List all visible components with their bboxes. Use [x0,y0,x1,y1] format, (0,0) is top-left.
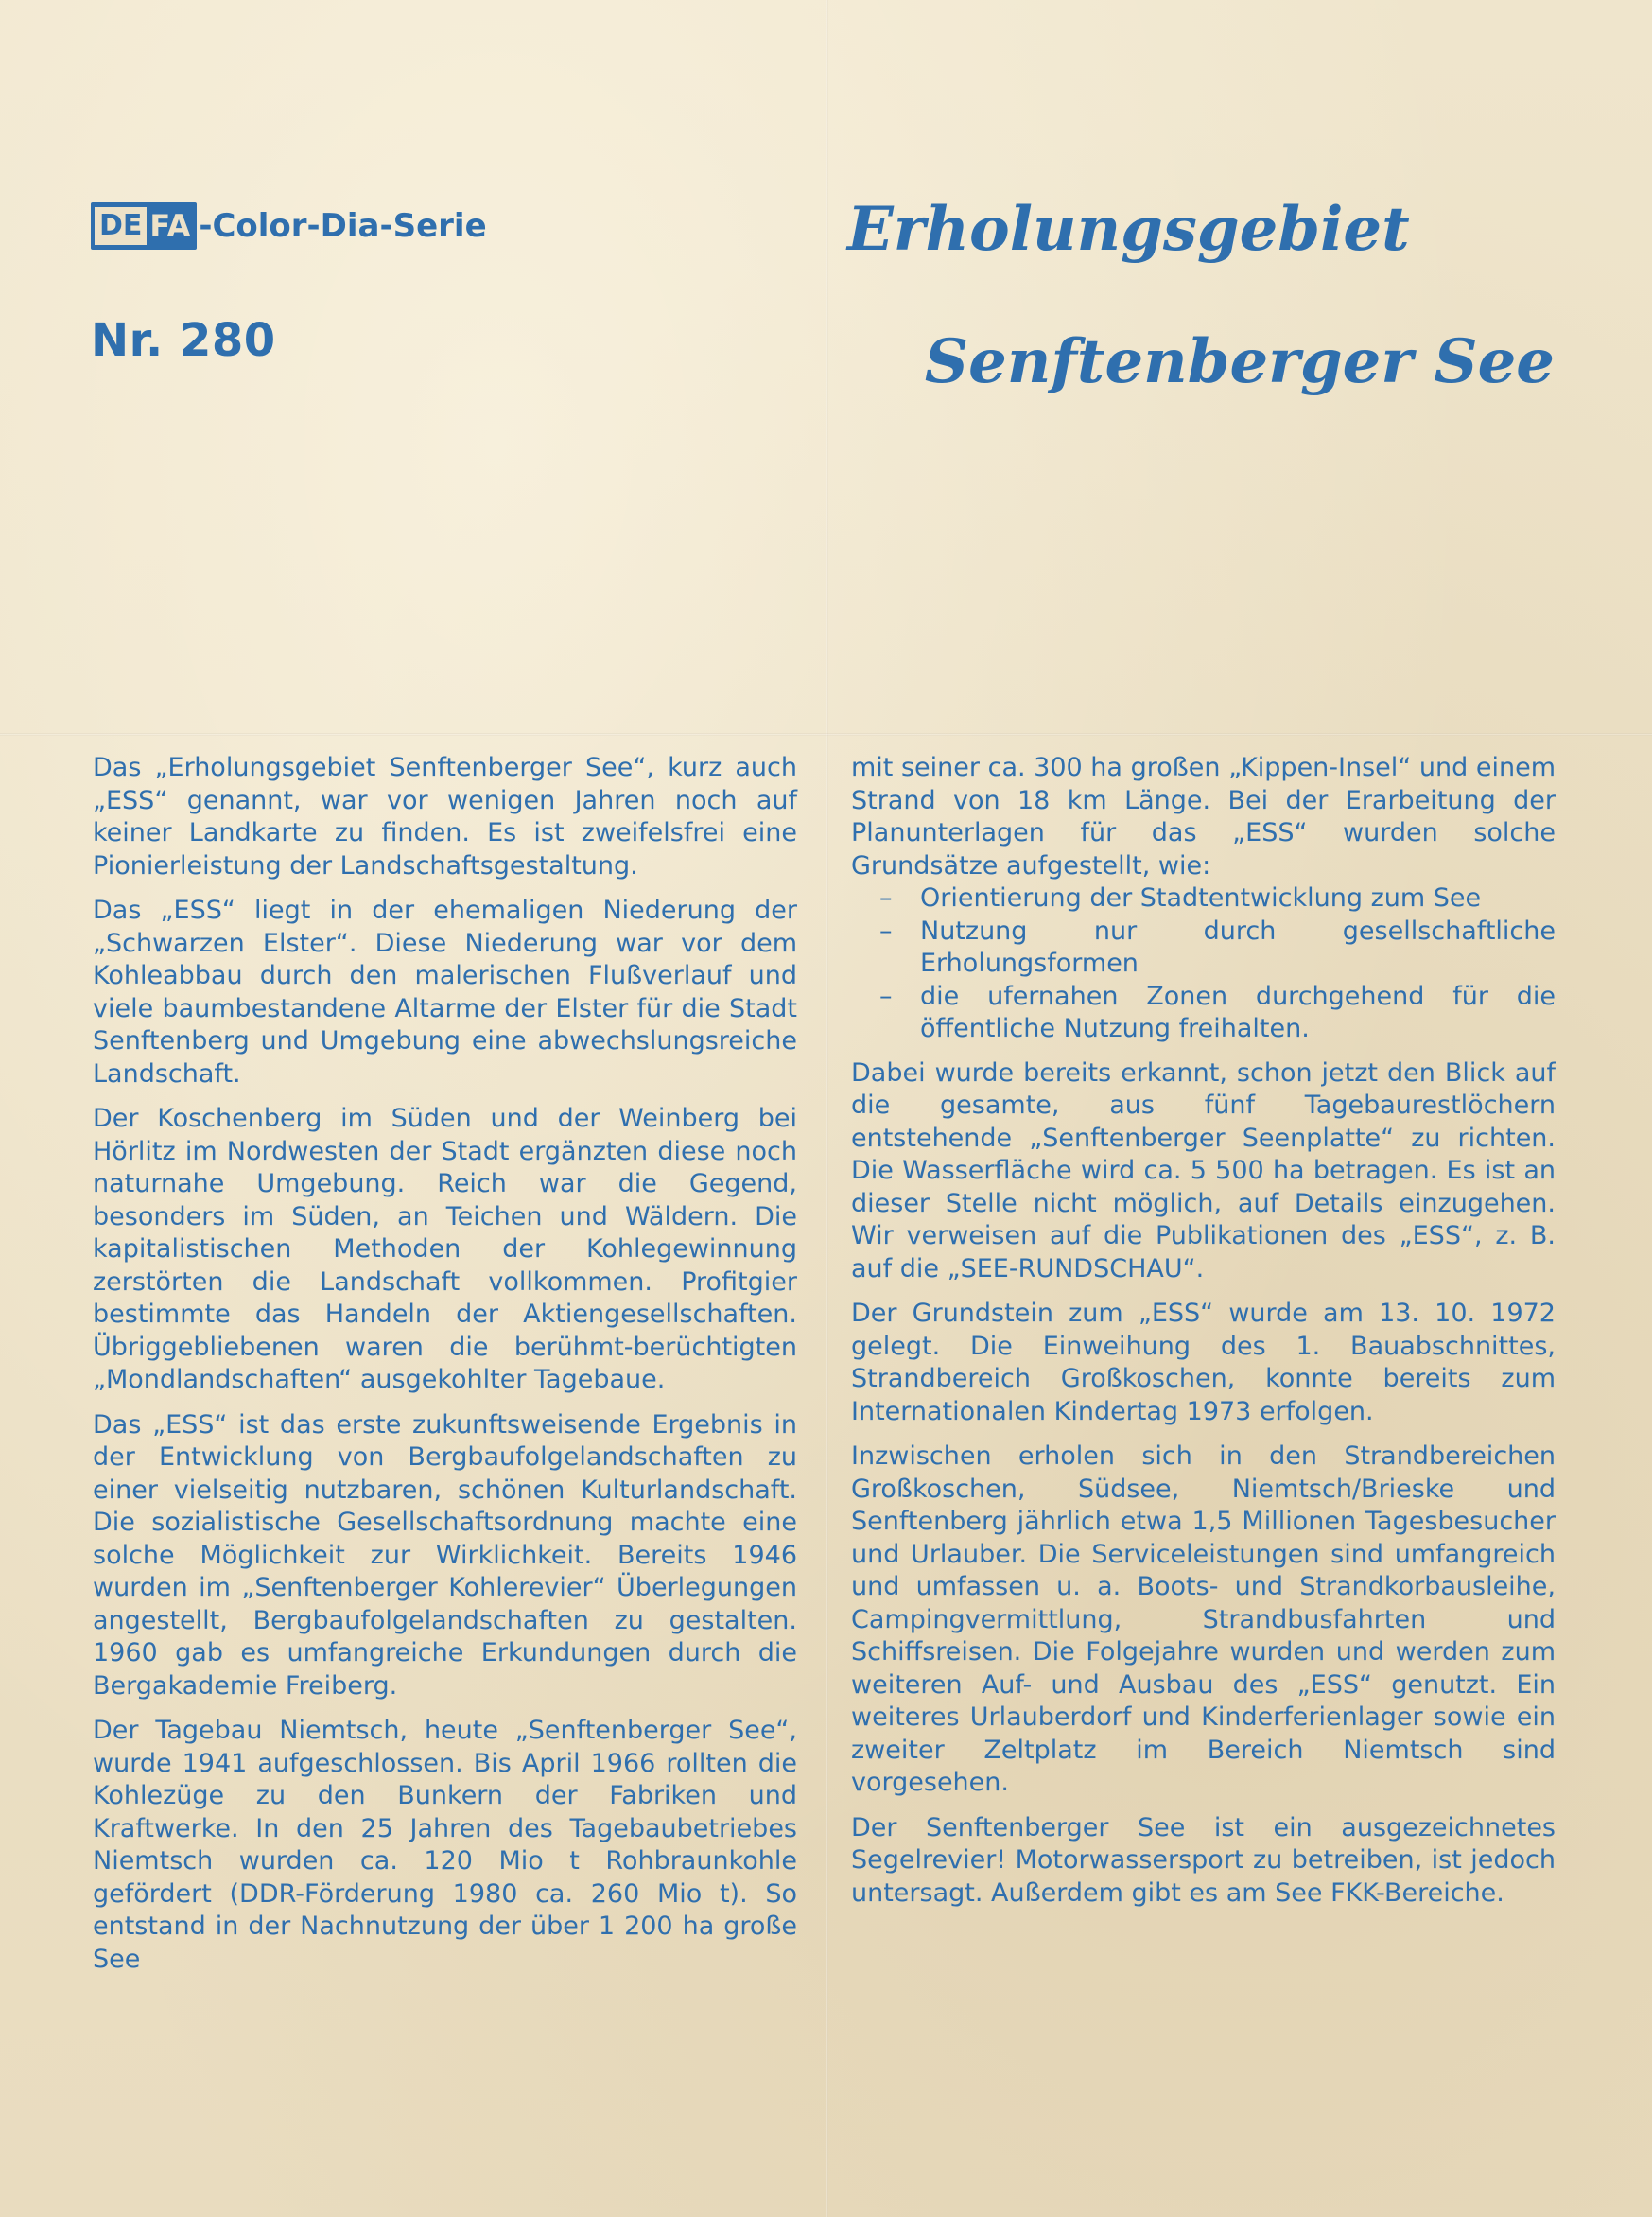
list-item-text: Orientierung der Stadtentwicklung zum See [920,883,1482,913]
series-number: Nr. 280 [91,314,276,367]
paper-fold-vertical [826,0,828,2217]
paragraph: Das „ESS“ ist das erste zukunftsweisende Ergebnis in der Entwicklung von Bergbaufolgelandschaften zu einer vielseitig nutzbaren, schönen Kulturlandschaft. Die sozialistische Gesellschaftsordnung machte eine solche Möglichkeit zur Wirklichkeit. Bereits 1946 wurden im „Senftenberger Kohlerevier“ Überlegungen angestellt, Bergbaufolgelandschaften zu gestalten. 1960 gab es umfangreiche Erkundungen durch die Bergakademie Freiberg. [93,1409,797,1701]
paragraph-intro: mit seiner ca. 300 ha großen „Kippen-Insel“ und einem Strand von 18 km Länge. Bei der Erarbeitung der Planunterlagen für das „ESS“ wurden solche Grundsätze aufgestellt, wie: [851,753,1556,881]
defa-logo [91,202,197,250]
paragraph: Der Tagebau Niemtsch, heute „Senftenberger See“, wurde 1941 aufgeschlossen. Bis April 1966 rollten die Kohlezüge zu den Bunkern der Fabriken und Kraftwerke. In den 25 Jahren des Tagebaubetriebes Niemtsch wurden ca. 120 Mio t Rohbraunkohle gefördert (DDR-Förderung 1980 ca. 260 Mio t). So entstand in der Nachnutzung der über 1 200 ha große See [93,1716,797,1974]
paragraph: Inzwischen erholen sich in den Strandbereichen Großkoschen, Südsee, Niemtsch/Brieske und Senftenberg jährlich etwa 1,5 Millionen Tagesbesucher und Urlauber. Die Serviceleistungen sind umfangreich und umfassen u. a. Boots- und Strandkorbausleihe, Campingvermittlung, Strandbusfahrten und Schiffsreisen. Die Folgejahre wurden und werden zum weiteren Auf- und Ausbau des „ESS“ genutzt. Ein weiteres Urlauberdorf und Kinderferienlager sowie ein zweiter Zeltplatz im Bereich Niemtsch sind vorgesehen. [851,1441,1556,1797]
paper-fold-horizontal [0,733,1652,736]
list-item: – Orientierung der Stadtentwicklung zum See [879,883,1482,913]
brand-row [91,202,487,250]
header [91,202,487,367]
series-label: -Color-Dia-Serie [199,207,487,245]
paragraph: Der Koschenberg im Süden und der Weinberg bei Hörlitz im Nordwesten der Stadt ergänzten diese noch naturnahe Umgebung. Reich war die Gegend, besonders im Süden, an Teichen und Wäldern. Die kapitalistischen Methoden der Kohlegewinnung zerstörten die Landschaft vollkommen. Profitgier bestimmte das Handeln der Aktiengesellschaften. Übriggebliebenen waren die berühmt-berüchtigten „Mondlandschaften“ ausgekohlter Tagebaue. [93,1104,797,1394]
paragraph: Der Grundstein zum „ESS“ wurde am 13. 10. 1972 gelegt. Die Einweihung des 1. Bauabschnittes, Strandbereich Großkoschen, konnte bereits zum Internationalen Kindertag 1973 erfolgen. [851,1299,1556,1426]
list-item-text: die ufernahen Zonen durchgehend für die öffentliche Nutzung freihalten. [920,981,1556,1043]
principles-list [851,882,1556,1046]
list-item-text: Nutzung nur durch gesellschaftliche Erholungsformen [920,916,1556,978]
left-column [93,752,797,1976]
paragraph: Das „Erholungsgebiet Senftenberger See“, kurz auch „ESS“ genannt, war vor wenigen Jahren noch auf keiner Landkarte zu finden. Es ist zweifelsfrei eine Pionierleistung der Landschaftsgestaltung. [93,753,797,881]
defa-logo-part2: FA [149,208,191,244]
title-line-1: Erholungsgebiet [847,194,1410,265]
defa-logo-part1: DE [95,207,147,245]
paragraph: Dabei wurde bereits erkannt, schon jetzt den Blick auf die gesamte, aus fünf Tagebaurestlöchern entstehende „Senftenberger Seenplatte“ zu richten. Die Wasserfläche wird ca. 5 500 ha betragen. Es ist an dieser Stelle nicht möglich, auf Details einzugehen. Wir verweisen auf die Publikationen des „ESS“, z. B. auf die „SEE-RUNDSCHAU“. [851,1057,1556,1283]
title-line-2: Senftenberger See [924,326,1555,397]
list-item: – Nutzung nur durch gesellschaftliche Erholungsformen [879,916,1556,978]
paragraph: Das „ESS“ liegt in der ehemaligen Niederung der „Schwarzen Elster“. Diese Niederung war vor dem Kohleabbau durch den malerischen Flußverlauf und viele baumbestandene Altarme der Elster für die Stadt Senftenberg und Umgebung eine abwechslungsreiche Landschaft. [93,896,797,1089]
paragraph: Der Senftenberger See ist ein ausgezeichnetes Segelrevier! Motorwassersport zu betreiben, ist jedoch untersagt. Außerdem gibt es am See FKK-Bereiche. [851,1812,1556,1908]
list-item: – die ufernahen Zonen durchgehend für die öffentliche Nutzung freihalten. [879,981,1556,1043]
right-column [851,752,1556,1922]
